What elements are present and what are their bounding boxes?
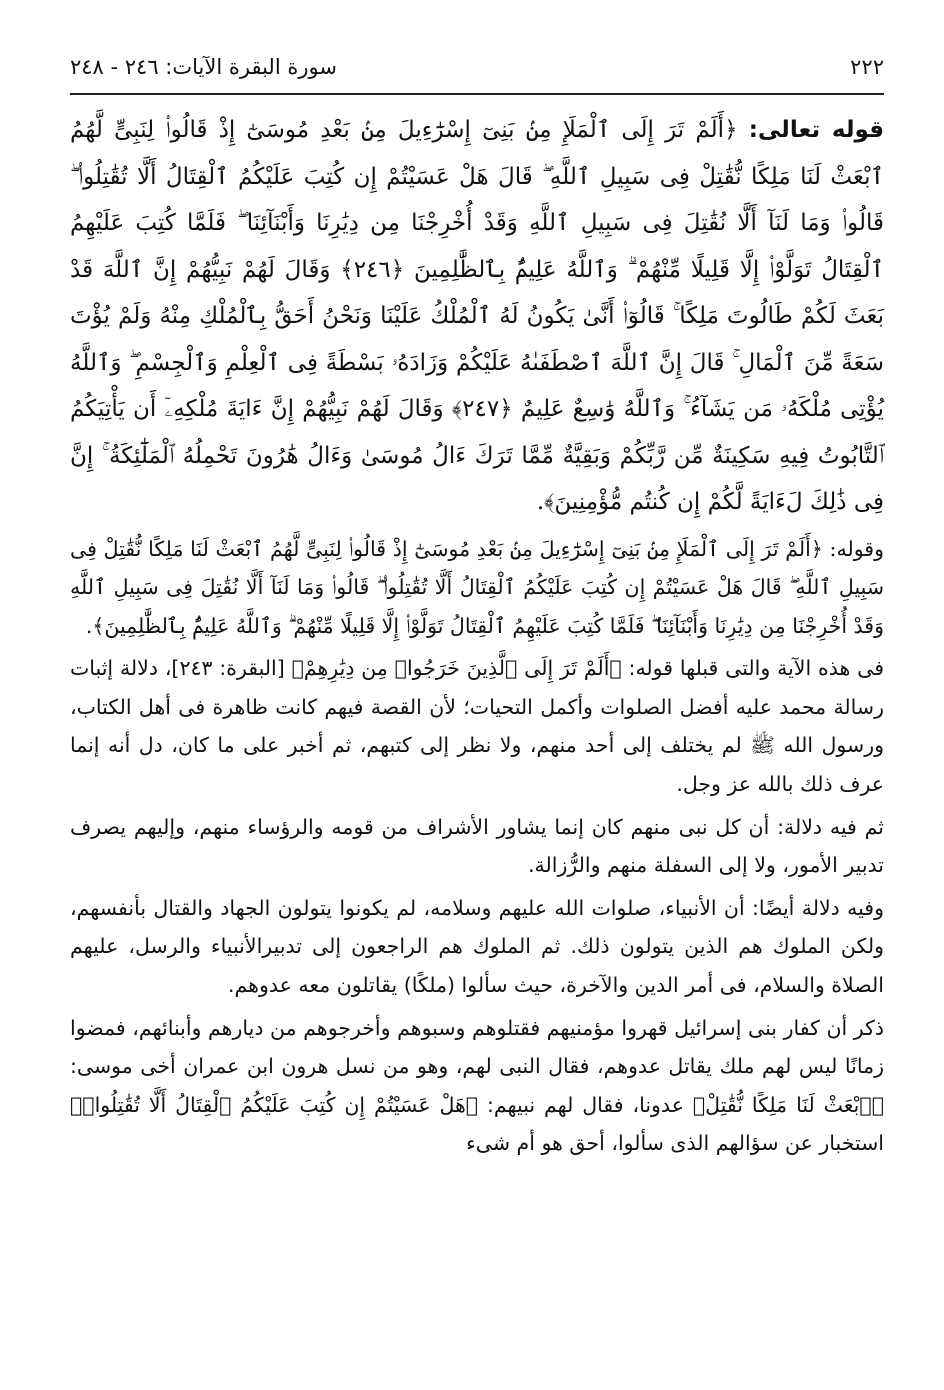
page-number: ٢٢٢ [850, 55, 884, 79]
commentary-paragraph: فى هذه الآية والتى قبلها قوله: ﴿أَلَمْ تَرَ إِلَى ٱلَّذِينَ خَرَجُوا۟ مِن دِيَٰرِهِمْ﴾ [البقرة: ٢٤٣]، دلالة إثبات رسالة محمد عليه أفضل الصلوات وأكمل التحيات؛ لأن القصة فيهم كانت ظاهرة فى أهل الكتاب، ورسول الله ﷺ لم يختلف إلى أحد منهم، ولا نظر إلى كتبهم، ثم أخبر على ما كان، دل أنه إنما عرف ذلك بالله عز وجل. [70, 656, 884, 797]
commentary-paragraph: وقوله: ﴿أَلَمْ تَرَ إِلَى ٱلْمَلَإِ مِنۢ بَنِىٓ إِسْرَٰٓءِيلَ مِنۢ بَعْدِ مُوسَىٰٓ إِذْ قَالُوا۟ لِنَبِىٍّ لَّهُمُ ٱبْعَثْ لَنَا مَلِكًا نُّقَٰتِلْ فِى سَبِيلِ ٱللَّهِ ۖ قَالَ هَلْ عَسَيْتُمْ إِن كُتِبَ عَلَيْكُمُ ٱلْقِتَالُ أَلَّا تُقَٰتِلُوا۟ ۖ قَالُوا۟ وَمَا لَنَآ أَلَّا نُقَٰتِلَ فِى سَبِيلِ ٱللَّهِ وَقَدْ أُخْرِجْنَا مِن دِيَٰرِنَا وَأَبْنَآئِنَا ۖ فَلَمَّا كُتِبَ عَلَيْهِمُ ٱلْقِتَالُ تَوَلَّوْا۟ إِلَّا قَلِيلًا مِّنْهُمْ ۗ وَٱللَّهُ عَلِيمٌۢ بِٱلظَّٰلِمِينَ﴾. [70, 536, 884, 638]
quran-verses-block [70, 107, 884, 526]
verse-lead-label: قوله تعالى: [748, 117, 885, 143]
running-title: سورة البقرة الآيات: ٢٤٦ - ٢٤٨ [70, 55, 337, 79]
commentary-paragraph: ثم فيه دلالة: أن كل نبى منهم كان إنما يشاور الأشراف من قومه والرؤساء منهم، وإليهم يصرف تدبير الأمور، ولا إلى السفلة منهم والرُّزالة. [70, 814, 884, 878]
header-rule [70, 93, 884, 95]
commentary-paragraph: وفيه دلالة أيضًا: أن الأنبياء، صلوات الله عليهم وسلامه، لم يكونوا يتولون الجهاد والقتال بأنفسهم، ولكن الملوك هم الذين يتولون ذلك. ثم الملوك هم الراجعون إلى تدبيرالأنبياء والرسل، عليهم الصلاة والسلام، فى أمر الدين والآخرة، حيث سألوا (ملكًا) يقاتلون معه عدوهم. [70, 895, 884, 998]
quran-verses-text: ﴿أَلَمْ تَرَ إِلَى ٱلْمَلَإِ مِنۢ بَنِىٓ إِسْرَٰٓءِيلَ مِنۢ بَعْدِ مُوسَىٰٓ إِذْ قَالُوا۟ لِنَبِىٍّ لَّهُمُ ٱبْعَثْ لَنَا مَلِكًا نُّقَٰتِلْ فِى سَبِيلِ ٱللَّهِ ۖ قَالَ هَلْ عَسَيْتُمْ إِن كُتِبَ عَلَيْكُمُ ٱلْقِتَالُ أَلَّا تُقَٰتِلُوا۟ ۖ قَالُوا۟ وَمَا لَنَآ أَلَّا نُقَٰتِلَ فِى سَبِيلِ ٱللَّهِ وَقَدْ أُخْرِجْنَا مِن دِيَٰرِنَا وَأَبْنَآئِنَا ۖ فَلَمَّا كُتِبَ عَلَيْهِمُ ٱلْقِتَالُ تَوَلَّوْا۟ إِلَّا قَلِيلًا مِّنْهُمْ ۗ وَٱللَّهُ عَلِيمٌۢ بِٱلظَّٰلِمِينَ ﴿٢٤٦﴾ وَقَالَ لَهُمْ نَبِيُّهُمْ إِنَّ ٱللَّهَ قَدْ بَعَثَ لَكُمْ طَالُوتَ مَلِكًا ۚ قَالُوٓا۟ أَنَّىٰ يَكُونُ لَهُ ٱلْمُلْكُ عَلَيْنَا وَنَحْنُ أَحَقُّ بِٱلْمُلْكِ مِنْهُ وَلَمْ يُؤْتَ سَعَةً مِّنَ ٱلْمَالِ ۚ قَالَ إِنَّ ٱللَّهَ ٱصْطَفَىٰهُ عَلَيْكُمْ وَزَادَهُۥ بَسْطَةً فِى ٱلْعِلْمِ وَٱلْجِسْمِ ۖ وَٱللَّهُ يُؤْتِى مُلْكَهُۥ مَن يَشَآءُ ۚ وَٱللَّهُ وَٰسِعٌ عَلِيمٌ ﴿٢٤٧﴾ وَقَالَ لَهُمْ نَبِيُّهُمْ إِنَّ ءَايَةَ مُلْكِهِۦٓ أَن يَأْتِيَكُمُ ٱلتَّابُوتُ فِيهِ سَكِينَةٌ مِّن رَّبِّكُمْ وَبَقِيَّةٌ مِّمَّا تَرَكَ ءَالُ مُوسَىٰ وَءَالُ هَٰرُونَ تَحْمِلُهُ ٱلْمَلَٰٓئِكَةُ ۚ إِنَّ فِى ذَٰلِكَ لَءَايَةً لَّكُمْ إِن كُنتُم مُّؤْمِنِينَ﴾. [70, 117, 884, 515]
page-header [70, 55, 884, 91]
commentary-paragraph: ذكر أن كفار بنى إسرائيل قهروا مؤمنيهم فقتلوهم وسبوهم وأخرجوهم من ديارهم وأبنائهم، فمضوا زمانًا ليس لهم ملك يقاتل عدوهم، فقال النبى لهم، وهو من نسل هرون ابن عمران أخى موسى: ﴿ٱبْعَثْ لَنَا مَلِكًا نُّقَٰتِلْ﴾ عدونا، فقال لهم نبيهم: ﴿هَلْ عَسَيْتُمْ إِن كُتِبَ عَلَيْكُمُ ٱلْقِتَالُ أَلَّا تُقَٰتِلُوا۟﴾ استخبار عن سؤالهم الذى سألوا، أحق هو أم شىء [70, 1015, 884, 1156]
